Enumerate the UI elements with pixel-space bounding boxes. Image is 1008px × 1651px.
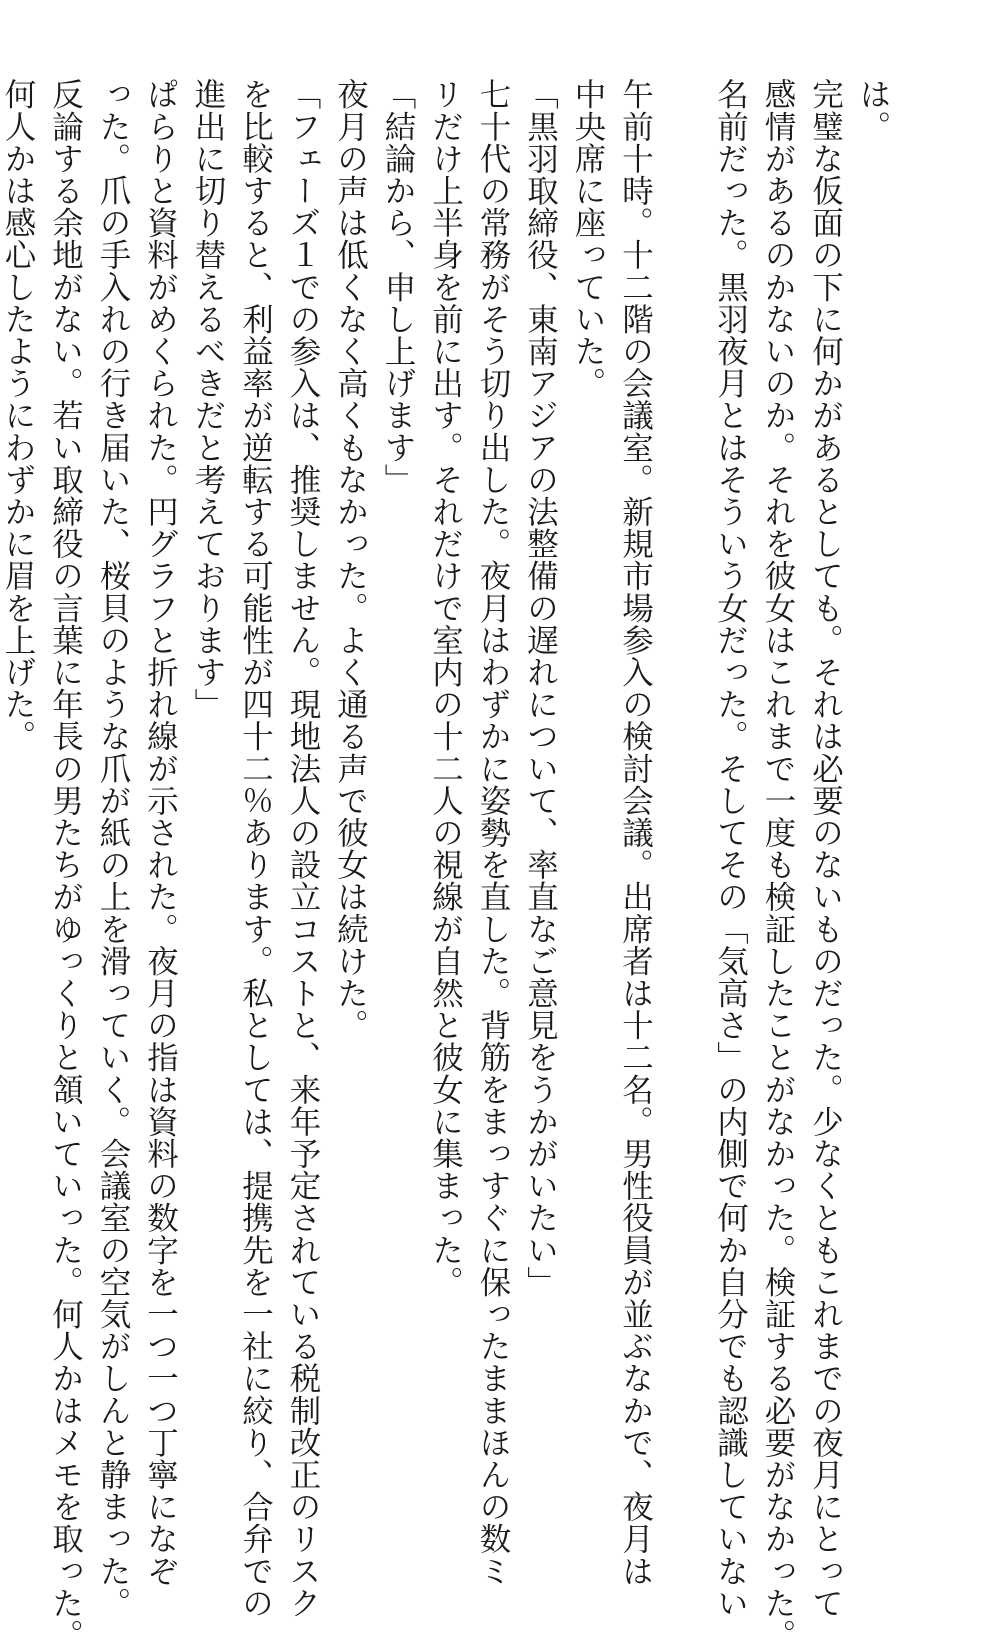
text-line: 名前だった。黒羽夜月とはそういう女だった。そしてその「気高さ」の内側で何か自分でも認識していない [712,78,749,1619]
text-line: ぱらりと資料がめくられた。円グラフと折れ線が示された。夜月の指は資料の数字を一つ一つ丁寧になぞ [142,78,179,1587]
text-line: 「フェーズ１での参入は、推奨しません。現地法人の設立コストと、来年予定されている税制改正のリスク [285,78,321,1619]
text-line: は。 [855,78,891,143]
text-line: 「黒羽取締役、東南アジアの法整備の遅れについて、率直なご意見をうかがいたい」 [522,78,559,1298]
vertical-text-body [0,78,896,1651]
text-line: 「結論から、申し上げます」 [380,78,416,496]
text-line: を比較すると、利益率が逆転する可能性が四十二％あります。私としては、提携先を一社に絞り、合弁での [237,78,274,1619]
text-line: 何人かは感心したようにわずかに眉を上げた。 [0,78,36,753]
text-line: 完璧な仮面の下に何かがあるとしても。それは必要のないものだった。少なくともこれまでの夜月にとって [807,78,844,1619]
text-line: リだけ上半身を前に出す。それだけで室内の十二人の視線が自然と彼女に集まった。 [427,78,464,1298]
text-line: 感情があるのかないのか。それを彼女はこれまで一度も検証したことがなかった。検証する必要がなかった。 [760,78,796,1651]
text-line: 反論する余地がない。若い取締役の言葉に年長の男たちがゆっくりと頷いていった。何人かはメモを取った。 [47,78,84,1651]
text-line: った。爪の手入れの行き届いた、桜貝のような爪が紙の上を滑っていく。会議室の空気がしんと静まった。 [95,78,131,1619]
text-line: 午前十時。十二階の会議室。新規市場参入の検討会議。出席者は十二名。男性役員が並ぶなかで、夜月は [617,78,654,1587]
text-line: 中央席に座っていた。 [570,78,606,399]
text-line: 進出に切り替えるべきだと考えております」 [190,78,226,720]
text-line: 七十代の常務がそう切り出した。夜月はわずかに姿勢を直した。背筋をまっすぐに保ったままほんの数ミ [475,78,511,1587]
text-line: 夜月の声は低くなく高くもなかった。よく通る声で彼女は続けた。 [332,78,369,1041]
blank-line [659,78,707,1368]
